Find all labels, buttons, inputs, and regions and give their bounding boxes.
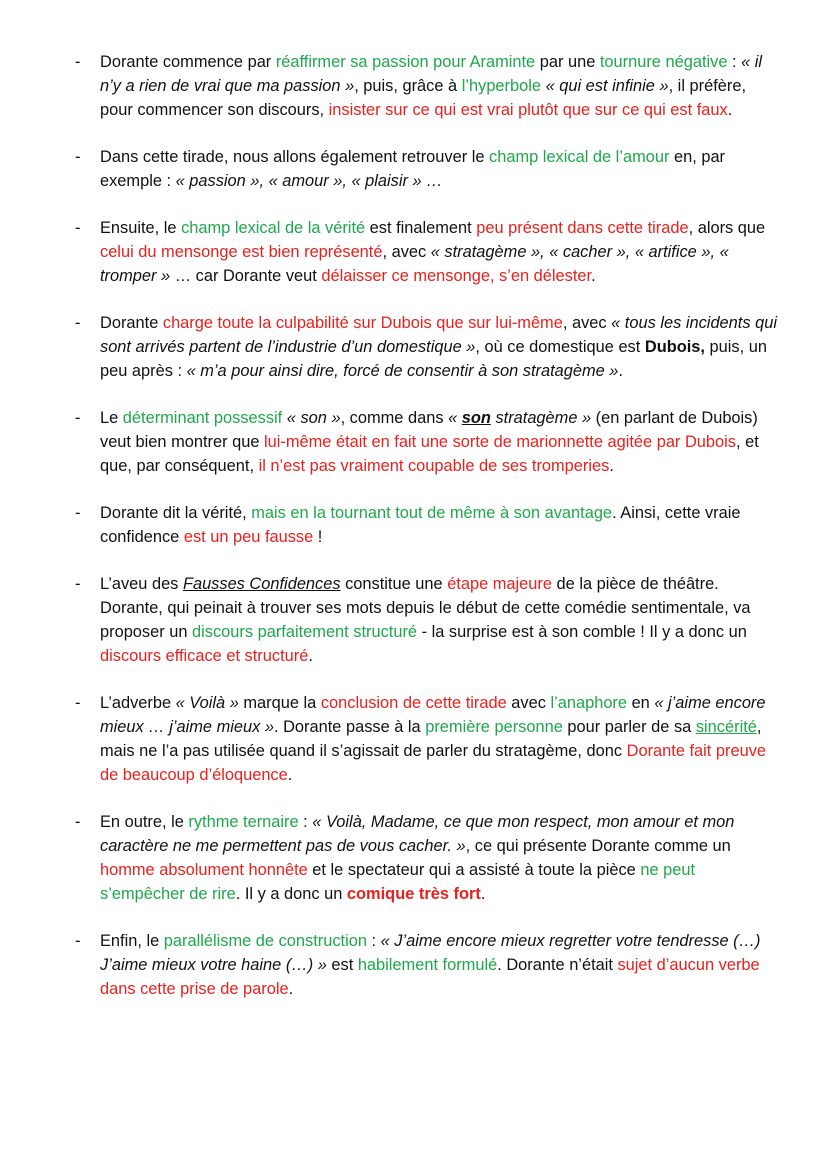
- list-item: [0, 216, 778, 288]
- text-segment: L’adverbe: [100, 694, 176, 712]
- text-segment: sincérité: [695, 718, 757, 736]
- text-segment: .: [480, 885, 486, 903]
- text-segment: .: [287, 766, 293, 784]
- text-segment: pour parler de sa: [562, 718, 696, 736]
- list-item: [0, 810, 778, 906]
- text-segment: « m’a pour ainsi dire, forcé de consentir à son stratagème »: [186, 362, 619, 380]
- list-item: [0, 145, 778, 193]
- text-segment: insister sur ce qui est vrai plutôt que sur ce qui est faux: [328, 101, 728, 119]
- text-segment: Dorante dit la vérité,: [100, 504, 252, 522]
- text-segment: Dans cette tirade, nous allons également retrouver le: [100, 148, 490, 166]
- text-segment: lui-même était en fait une sorte de marionnette agitée par Dubois: [264, 433, 736, 451]
- text-segment: En outre, le: [100, 813, 189, 831]
- text-segment: « passion », « amour », « plaisir » …: [175, 172, 443, 190]
- text-segment: charge toute la culpabilité sur Dubois que sur lui-même: [162, 314, 563, 332]
- text-segment: , comme dans: [340, 409, 449, 427]
- text-segment: Enfin, le: [100, 932, 164, 950]
- text-segment: « stratagème », « cacher », « artifice », « tromper »: [100, 243, 729, 285]
- text-segment: Le: [100, 409, 123, 427]
- text-segment: - la surprise est à son comble ! Il y a donc un: [417, 623, 747, 641]
- text-segment: « son »: [286, 409, 341, 427]
- text-segment: . Dorante n’était: [497, 956, 618, 974]
- text-segment: :: [727, 53, 742, 71]
- text-segment: habilement formulé: [357, 956, 498, 974]
- text-segment: .: [591, 267, 596, 285]
- text-segment: Dubois,: [644, 338, 705, 356]
- text-segment: constitue une: [340, 575, 448, 593]
- text-segment: Dorante: [100, 314, 163, 332]
- text-segment: Dorante fait preuve de beaucoup d’éloquence: [100, 742, 767, 784]
- text-segment: .: [288, 980, 294, 998]
- text-segment: champ lexical de l’amour: [489, 148, 670, 166]
- text-segment: celui du mensonge est bien représenté: [100, 243, 383, 261]
- text-segment: , alors que: [688, 219, 766, 237]
- list-item: [0, 929, 778, 1001]
- list-item: [0, 406, 778, 478]
- text-segment: marque la: [238, 694, 321, 712]
- text-segment: est finalement: [365, 219, 477, 237]
- text-segment: en: [627, 694, 655, 712]
- text-segment: première personne: [425, 718, 563, 736]
- text-segment: , il préfère, pour commencer son discours,: [100, 77, 747, 119]
- text-segment: . Il y a donc un: [235, 885, 347, 903]
- text-segment: homme absolument honnête: [100, 861, 308, 879]
- text-segment: . Dorante passe à la: [273, 718, 426, 736]
- text-segment: puis, un peu après :: [100, 338, 767, 380]
- text-segment: discours efficace et structuré: [100, 647, 309, 665]
- text-segment: Fausses Confidences: [182, 575, 341, 593]
- list-item: [0, 572, 778, 668]
- text-segment: L’aveu des: [100, 575, 183, 593]
- text-segment: étape majeure: [447, 575, 552, 593]
- text-segment: , mais ne l’a pas utilisée quand il s’agissait de parler du stratagème, donc: [100, 718, 762, 760]
- text-segment: , avec: [382, 243, 431, 261]
- text-segment: par une: [535, 53, 600, 71]
- text-segment: « qui est infinie »: [545, 77, 669, 95]
- text-segment: parallélisme de construction: [163, 932, 367, 950]
- text-segment: . Ainsi, cette vraie confidence: [100, 504, 741, 546]
- text-segment: comique très fort: [346, 885, 481, 903]
- text-segment: « j’aime encore mieux … j’aime mieux »: [100, 694, 766, 736]
- text-segment: ne peut s’empêcher de rire: [100, 861, 696, 903]
- text-segment: peu présent dans cette tirade: [476, 219, 689, 237]
- text-segment: il n’est pas vraiment coupable de ses tromperies: [258, 457, 610, 475]
- list-item: [0, 501, 778, 549]
- text-segment: avec: [506, 694, 551, 712]
- text-segment: délaisser ce mensonge, s’en délester: [321, 267, 592, 285]
- text-segment: :: [366, 932, 381, 950]
- text-segment: « tous les incidents qui sont arrivés partent de l’industrie d’un domestique »: [100, 314, 777, 356]
- text-segment: en, par exemple :: [100, 148, 726, 190]
- text-segment: champ lexical de la vérité: [181, 219, 366, 237]
- text-segment: … car Dorante veut: [170, 267, 322, 285]
- text-segment: Ensuite, le: [100, 219, 182, 237]
- text-segment: :: [298, 813, 313, 831]
- text-segment: « Voilà »: [175, 694, 239, 712]
- text-segment: son: [461, 409, 491, 427]
- text-segment: , avec: [562, 314, 612, 332]
- text-segment: !: [313, 528, 323, 546]
- text-segment: (en parlant de Dubois) veut bien montrer que: [100, 409, 758, 451]
- text-segment: déterminant possessif: [122, 409, 283, 427]
- text-segment: stratagème »: [490, 409, 592, 427]
- text-segment: l’anaphore: [550, 694, 628, 712]
- text-segment: .: [727, 101, 733, 119]
- text-segment: sujet d’aucun verbe dans cette prise de parole: [100, 956, 760, 998]
- text-segment: .: [609, 457, 614, 475]
- text-segment: mais en la tournant tout de même à son avantage: [251, 504, 613, 522]
- text-segment: rythme ternaire: [188, 813, 299, 831]
- text-segment: et le spectateur qui a assisté à toute la pièce: [307, 861, 641, 879]
- list-item: [0, 691, 778, 787]
- text-segment: « il n’y a rien de vrai que ma passion »: [100, 53, 763, 95]
- text-segment: « J’aime encore mieux regretter votre tendresse (…) J’aime mieux votre haine (…) »: [100, 932, 761, 974]
- text-segment: , puis, grâce à: [354, 77, 462, 95]
- text-segment: «: [448, 409, 462, 427]
- list-item: [0, 311, 778, 383]
- text-segment: est: [326, 956, 358, 974]
- text-segment: « Voilà, Madame, ce que mon respect, mon amour et mon caractère ne me permettent pas de vous cacher. »: [100, 813, 735, 855]
- text-segment: , et que, par conséquent,: [100, 433, 759, 475]
- text-segment: .: [618, 362, 623, 380]
- text-segment: tournure négative: [599, 53, 728, 71]
- text-segment: discours parfaitement structuré: [192, 623, 418, 641]
- text-segment: de la pièce de théâtre. Dorante, qui peinait à trouver ses mots depuis le début de cette comédie sentimentale, va proposer un: [100, 575, 751, 641]
- text-segment: , où ce domestique est: [475, 338, 645, 356]
- text-segment: .: [308, 647, 313, 665]
- text-segment: est un peu fausse: [183, 528, 314, 546]
- text-segment: réaffirmer sa passion pour Araminte: [275, 53, 536, 71]
- list-item: [0, 50, 778, 122]
- text-segment: , ce qui présente Dorante comme un: [465, 837, 731, 855]
- text-segment: l’hyperbole: [461, 77, 541, 95]
- text-segment: conclusion de cette tirade: [320, 694, 507, 712]
- text-segment: Dorante commence par: [100, 53, 276, 71]
